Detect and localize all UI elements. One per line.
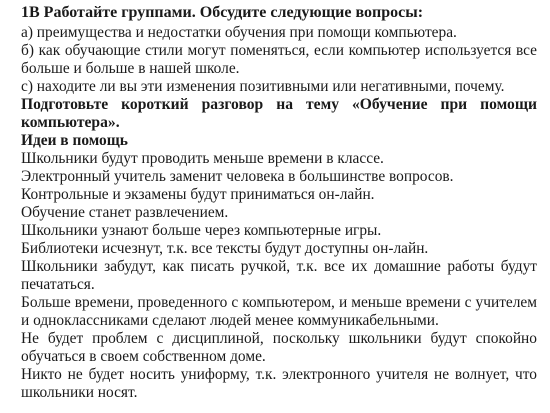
idea-item: Обучение станет развлечением. [21, 204, 229, 221]
question-a: а) преимущества и недостатки обучения при помощи компьютера. [21, 24, 457, 41]
exercise-heading: 1B Работайте группами. Обсудите следующие вопросы: [21, 4, 424, 21]
idea-item: Не будет проблем с дисциплиной, поскольку школьники будут спокойно обучаться в своем собственном доме. [21, 330, 537, 365]
idea-item: Контрольные и экзамены будут приниматься он-лайн. [21, 186, 375, 203]
ideas-title: Идеи в помощь [21, 132, 128, 149]
question-b: б) как обучающие стили могут поменяться, если компьютер используется все больше и больше в нашей школе. [21, 42, 537, 77]
idea-item: Больше времени, проведенного с компьютером, и меньше времени с учителем и одноклассниками сделают людей менее коммуникабельными. [21, 294, 537, 329]
question-c: с) находите ли вы эти изменения позитивными или негативными, почему. [21, 78, 505, 95]
idea-item: Школьники будут проводить меньше времени в классе. [21, 150, 384, 167]
task-instruction: Подготовьте короткий разговор на тему «Обучение при помощи компьютера». [21, 96, 537, 131]
idea-item: Школьники забудут, как писать ручкой, т.к. все их домашние работы будут печататься. [21, 258, 537, 293]
idea-item: Библиотеки исчезнут, т.к. все тексты будут доступны он-лайн. [21, 240, 429, 257]
idea-item: Школьники узнают больше через компьютерные игры. [21, 222, 382, 239]
idea-item: Электронный учитель заменит человека в большинстве вопросов. [21, 168, 454, 185]
idea-item: Никто не будет носить униформу, т.к. электронного учителя не волнует, что школьники носят. [21, 366, 537, 401]
